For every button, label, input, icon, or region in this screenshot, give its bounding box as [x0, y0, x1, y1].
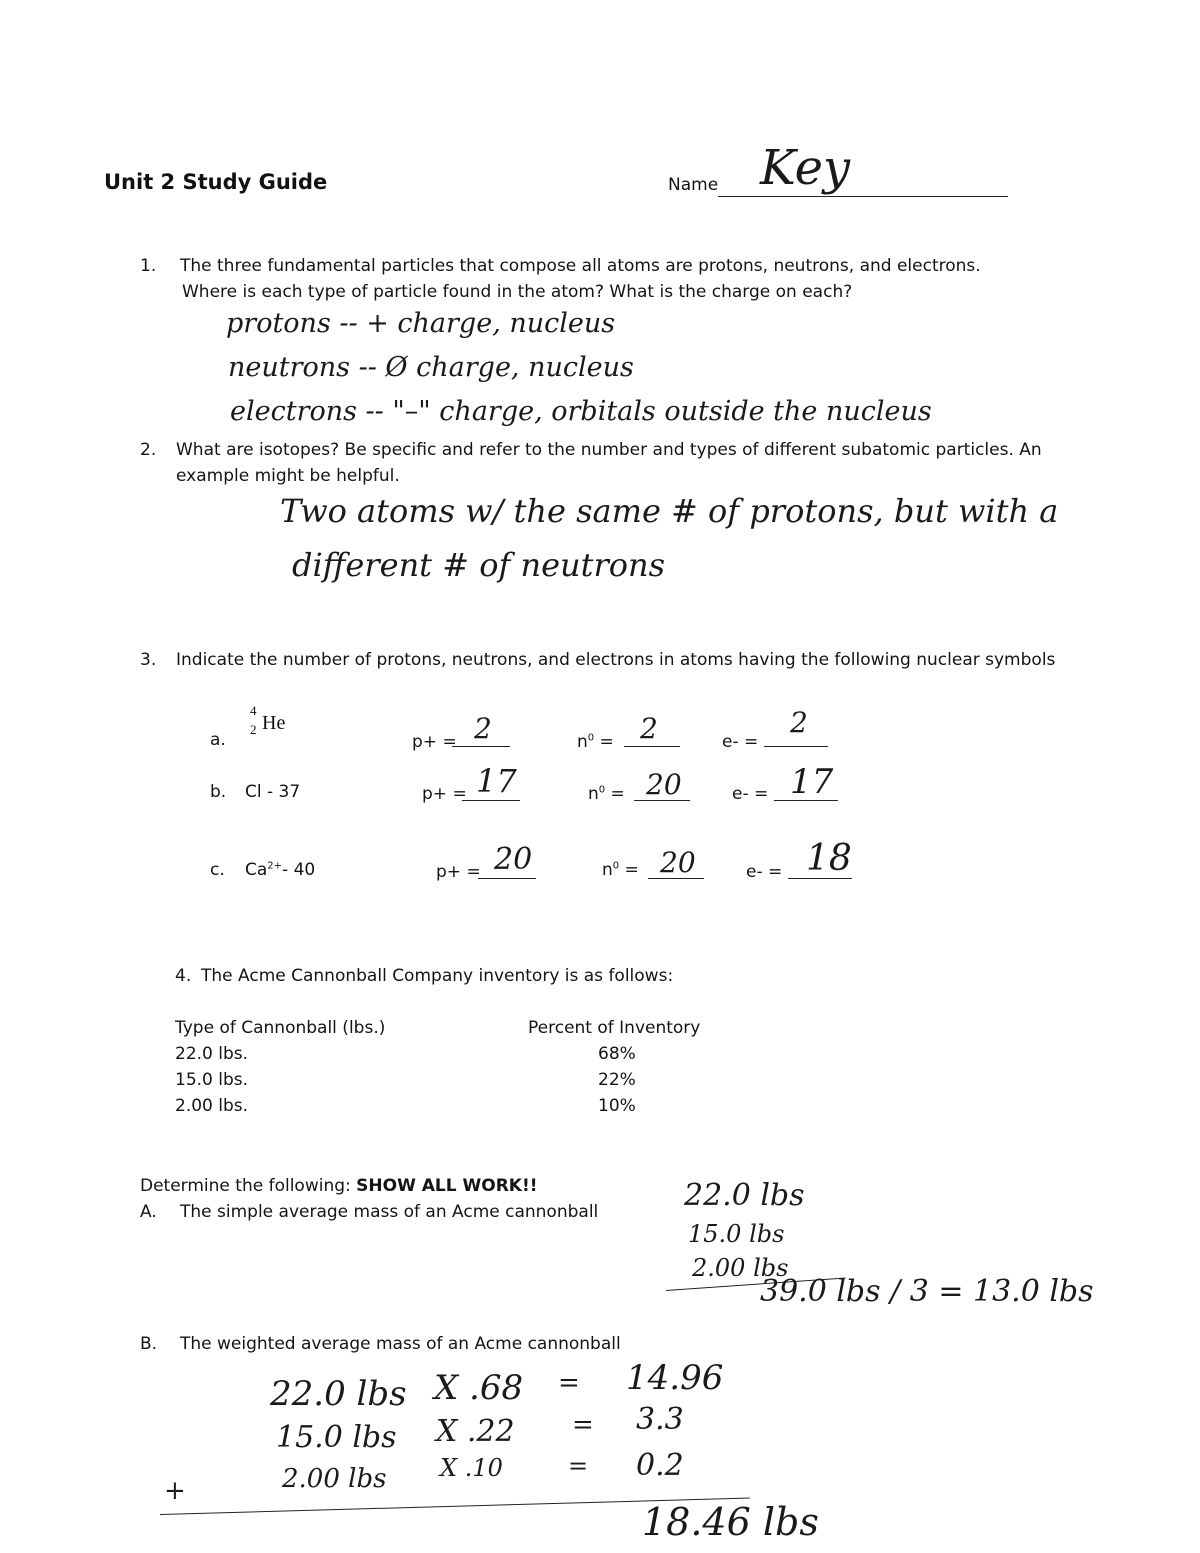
- partB-plus: +: [164, 1476, 186, 1506]
- show-work-note: SHOW ALL WORK!!: [356, 1176, 538, 1196]
- q3a-symbol: He: [262, 712, 286, 734]
- inventory-row-type: 15.0 lbs.: [175, 1070, 249, 1090]
- inventory-row-percent: 68%: [598, 1044, 636, 1064]
- q3-number: 3.: [140, 650, 157, 670]
- q1-answer-neutrons: neutrons -- Ø charge, nucleus: [228, 352, 634, 383]
- q3a-p-line: [452, 746, 510, 747]
- page-title: Unit 2 Study Guide: [104, 170, 328, 194]
- q3b-letter: b.: [210, 782, 227, 802]
- q3a-mass-number: 4: [250, 703, 257, 718]
- q3c-p-label: p+ =: [436, 862, 481, 882]
- inventory-row-percent: 22%: [598, 1070, 636, 1090]
- q3b-p-value: 17: [476, 762, 517, 800]
- partB-eq: =: [572, 1410, 594, 1440]
- partB-mass: 15.0 lbs: [276, 1420, 397, 1455]
- q3-prompt: Indicate the number of protons, neutrons, and electrons in atoms having the following nuclear symbols: [176, 650, 1056, 670]
- inventory-col2-header: Percent of Inventory: [528, 1018, 701, 1038]
- partA-work-total: 39.0 lbs / 3 = 13.0 lbs: [760, 1274, 1094, 1309]
- determine-label: Determine the following: SHOW ALL WORK!!: [140, 1176, 538, 1196]
- q3a-e-line: [764, 746, 828, 747]
- q3a-n-value: 2: [640, 712, 658, 745]
- q3c-letter: c.: [210, 860, 225, 880]
- partB-mass: 22.0 lbs: [270, 1374, 407, 1414]
- partA-prompt: The simple average mass of an Acme cannonball: [180, 1202, 599, 1222]
- q3a-letter: a.: [210, 730, 226, 750]
- q1-line2: Where is each type of particle found in the atom? What is the charge on each?: [182, 282, 853, 302]
- q3c-symbol: $Ca^{2+}-$ 40: [245, 860, 316, 880]
- partB-total: 18.46 lbs: [642, 1500, 819, 1544]
- partB-mass: 2.00 lbs: [282, 1464, 387, 1494]
- q3c-e-label: e- =: [746, 862, 783, 882]
- partA-work-line2: 15.0 lbs: [688, 1220, 785, 1248]
- q3a-n-label: $n^0$ =: [577, 732, 614, 752]
- name-label: Name: [668, 175, 719, 195]
- partB-result: 14.96: [626, 1358, 724, 1398]
- q1-number: 1.: [140, 256, 157, 276]
- q3a-p-label: p+ =: [412, 732, 457, 752]
- partA-letter: A.: [140, 1202, 157, 1222]
- q2-line2: example might be helpful.: [176, 466, 400, 486]
- q3a-atomic-number: 2: [250, 722, 257, 737]
- q3b-n-label: $n^0$ =: [588, 784, 625, 804]
- q3b-p-label: p+ =: [422, 784, 467, 804]
- q3c-p-line: [478, 878, 536, 879]
- q4-prompt: The Acme Cannonball Company inventory is as follows:: [201, 966, 674, 986]
- partA-work-line1: 22.0 lbs: [684, 1178, 805, 1213]
- inventory-row-type: 22.0 lbs.: [175, 1044, 249, 1064]
- q3b-e-value: 17: [790, 762, 834, 802]
- partB-prompt: The weighted average mass of an Acme cannonball: [180, 1334, 621, 1354]
- name-line: [718, 196, 1008, 197]
- q3c-n-value: 20: [660, 846, 696, 879]
- name-value: Key: [760, 140, 851, 196]
- q2-answer-line1: Two atoms w/ the same # of protons, but with a: [280, 492, 1059, 530]
- partA-work-line3: 2.00 lbs: [692, 1254, 789, 1282]
- partB-letter: B.: [140, 1334, 158, 1354]
- inventory-row-percent: 10%: [598, 1096, 636, 1116]
- q3a-n-line: [624, 746, 680, 747]
- q2-answer-line2: different # of neutrons: [292, 546, 666, 584]
- q3c-p-value: 20: [494, 842, 533, 877]
- partB-op: X .10: [440, 1454, 503, 1482]
- q3a-p-value: 2: [474, 712, 492, 745]
- q4-number: 4.: [175, 966, 192, 986]
- q2-number: 2.: [140, 440, 157, 460]
- q3b-symbol: Cl - 37: [245, 782, 301, 802]
- partB-eq: =: [558, 1368, 580, 1398]
- q3a-e-value: 2: [790, 706, 808, 739]
- q3b-p-line: [462, 800, 520, 801]
- q2-line1: What are isotopes? Be specific and refer to the number and types of different subatomic particles. An: [176, 440, 1042, 460]
- inventory-row-type: 2.00 lbs.: [175, 1096, 249, 1116]
- inventory-col1-header: Type of Cannonball (lbs.): [175, 1018, 386, 1038]
- partB-op: X .22: [436, 1414, 515, 1449]
- q3a-e-label: e- =: [722, 732, 759, 752]
- q3b-n-value: 20: [646, 768, 682, 801]
- q3b-e-label: e- =: [732, 784, 769, 804]
- q1-answer-protons: protons -- + charge, nucleus: [226, 308, 616, 339]
- partB-result: 0.2: [636, 1448, 684, 1483]
- q1-line1: The three fundamental particles that compose all atoms are protons, neutrons, and electrons.: [180, 256, 981, 276]
- q3c-e-value: 18: [806, 838, 852, 879]
- q3c-n-label: $n^0$ =: [602, 860, 639, 880]
- partB-result: 3.3: [636, 1402, 684, 1437]
- partB-eq: =: [568, 1452, 589, 1480]
- partB-op: X .68: [434, 1368, 524, 1408]
- q1-answer-electrons: electrons -- "–" charge, orbitals outside the nucleus: [230, 396, 932, 427]
